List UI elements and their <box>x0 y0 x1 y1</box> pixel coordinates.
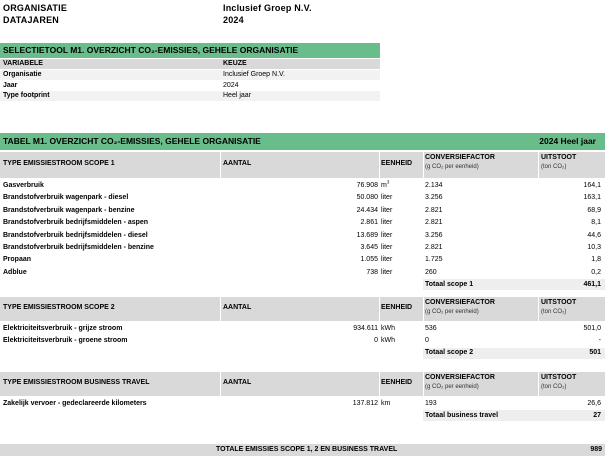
col-factor: CONVERSIEFACTOR <box>425 374 495 381</box>
row-emission: 44,6 <box>587 231 601 239</box>
travel-total-row <box>423 410 605 421</box>
row-unit <box>381 400 390 407</box>
col-factor-sub: (g CO₂ per eenheid) <box>425 164 479 170</box>
column-divider <box>423 372 424 396</box>
row-amount: 1.055 <box>360 256 378 264</box>
selectie-col-choice: KEUZE <box>223 60 247 67</box>
row-unit-text: liter <box>381 231 393 239</box>
row-amount: 76.908 <box>356 182 378 189</box>
row-unit <box>381 325 395 332</box>
row-factor: 2.821 <box>425 206 443 214</box>
grand-total-value: 989 <box>590 446 602 453</box>
travel-total-value: 27 <box>593 411 601 419</box>
row-amount: 2.861 <box>360 219 378 227</box>
row-unit <box>381 244 392 251</box>
travel-total-label: Totaal business travel <box>425 411 499 419</box>
scope2-total-value: 501 <box>589 349 601 357</box>
row-unit <box>381 194 392 201</box>
col-emission-sub: (ton CO₂) <box>541 309 567 315</box>
selectie-row-value: Inclusief Groep N.V. <box>223 71 285 78</box>
row-label: Brandstofverbruik bedrijfsmiddelen - diesel <box>3 231 148 239</box>
column-divider <box>423 297 424 321</box>
col-emission: UITSTOOT <box>541 154 577 161</box>
column-divider <box>220 297 221 321</box>
row-unit <box>381 232 392 239</box>
row-factor: 2.821 <box>425 219 443 227</box>
row-label: Propaan <box>3 256 32 264</box>
row-label: Brandstofverbruik wagenpark - diesel <box>3 194 129 202</box>
row-label: Elektriciteitsverbruik - groene stroom <box>3 337 128 345</box>
scope1-title: TYPE EMISSIESTROOM SCOPE 1 <box>3 160 115 167</box>
organisation-label: ORGANISATIE <box>3 3 68 13</box>
row-factor: 0 <box>425 337 429 345</box>
column-divider <box>538 297 539 321</box>
row-amount: 50.080 <box>356 194 378 202</box>
scope2-title: TYPE EMISSIESTROOM SCOPE 2 <box>3 304 115 311</box>
row-emission: 1,8 <box>591 256 601 264</box>
col-factor-sub: (g CO₂ per eenheid) <box>425 384 479 390</box>
row-label: Gasverbruik <box>3 182 44 189</box>
col-emission-sub: (ton CO₂) <box>541 164 567 170</box>
col-factor: CONVERSIEFACTOR <box>425 154 495 161</box>
scope2-total-row <box>423 348 605 359</box>
row-emission: 8,1 <box>591 219 601 227</box>
scope1-total-label: Totaal scope 1 <box>425 280 474 288</box>
row-emission: 26,6 <box>587 400 601 407</box>
column-divider <box>379 152 380 178</box>
selectie-row <box>0 91 380 101</box>
selectie-header-row <box>0 59 380 69</box>
row-amount: 738 <box>366 268 378 276</box>
col-emission-sub: (ton CO₂) <box>541 384 567 390</box>
column-divider <box>538 372 539 396</box>
row-label: Zakelijk vervoer - gedeclareerde kilometers <box>3 400 147 407</box>
col-factor-sub: (g CO₂ per eenheid) <box>425 309 479 315</box>
table-row <box>0 217 605 229</box>
table-row <box>0 180 605 192</box>
row-label: Adblue <box>3 268 27 276</box>
col-emission: UITSTOOT <box>541 299 577 306</box>
year-label: DATAJAREN <box>3 15 59 25</box>
row-label: Elektriciteitsverbruik - grijze stroom <box>3 325 123 332</box>
grand-total-label: TOTALE EMISSIES SCOPE 1, 2 EN BUSINESS TRAVEL <box>216 446 398 453</box>
selectie-row-label: Organisatie <box>3 71 42 78</box>
row-emission: 10,3 <box>587 244 601 251</box>
row-unit-text: m <box>381 182 387 189</box>
table-row <box>0 242 605 254</box>
row-unit-text: kWh <box>381 337 395 345</box>
col-emission: UITSTOOT <box>541 374 577 381</box>
table-row <box>0 335 605 347</box>
selectie-title-bar <box>0 43 380 58</box>
row-factor: 3.256 <box>425 194 443 202</box>
selectie-row <box>0 70 380 80</box>
row-unit-sup: 3 <box>386 179 390 185</box>
scope2-header-row <box>0 297 605 321</box>
row-emission: 0,2 <box>591 268 601 276</box>
row-unit <box>381 219 392 226</box>
row-label: Brandstofverbruik bedrijfsmiddelen - benzine <box>3 244 154 251</box>
selectie-title: SELECTIETOOL M1. OVERZICHT CO₂-EMISSIES, GEHELE ORGANISATIE <box>3 45 299 55</box>
grand-total-row <box>0 444 605 456</box>
row-amount: 0 <box>374 337 378 345</box>
col-amount: AANTAL <box>223 160 252 167</box>
tabel-title: TABEL M1. OVERZICHT CO₂-EMISSIES, GEHELE ORGANISATIE <box>3 136 261 146</box>
selectie-row-label: Type footprint <box>3 92 50 99</box>
tabel-title-bar <box>0 133 605 150</box>
column-divider <box>220 152 221 178</box>
year-value: 2024 <box>223 15 244 25</box>
row-emission: 163,1 <box>583 194 601 202</box>
col-amount: AANTAL <box>223 379 252 386</box>
scope2-total-label: Totaal scope 2 <box>425 349 474 357</box>
row-unit <box>381 269 392 276</box>
tabel-period: 2024 Heel jaar <box>539 136 596 146</box>
column-divider <box>220 372 221 396</box>
col-unit: EENHEID <box>381 379 413 386</box>
row-unit <box>381 256 392 263</box>
row-factor: 2.134 <box>425 182 443 189</box>
column-divider <box>379 372 380 396</box>
selectie-row-value: 2024 <box>223 81 239 89</box>
col-unit: EENHEID <box>381 304 413 311</box>
row-label: Brandstofverbruik bedrijfsmiddelen - aspen <box>3 219 149 227</box>
row-factor: 2.821 <box>425 244 443 251</box>
row-amount: 13.689 <box>356 231 378 239</box>
col-unit: EENHEID <box>381 160 413 167</box>
row-factor: 1.725 <box>425 256 443 264</box>
row-unit <box>381 179 390 189</box>
selectie-row-label: Jaar <box>3 81 18 89</box>
row-amount: 24.434 <box>356 206 378 214</box>
row-emission: 68,9 <box>587 206 601 214</box>
row-factor: 193 <box>425 400 437 407</box>
travel-title: TYPE EMISSIESTROOM BUSINESS TRAVEL <box>3 379 150 386</box>
row-emission: 501,0 <box>583 325 601 332</box>
table-row <box>0 205 605 217</box>
column-divider <box>379 297 380 321</box>
row-unit-text: liter <box>381 219 393 227</box>
row-unit-text: liter <box>381 244 393 251</box>
scope1-header-row <box>0 152 605 178</box>
table-row <box>0 267 605 279</box>
row-amount: 137.812 <box>352 400 378 407</box>
row-unit-text: liter <box>381 194 393 202</box>
col-factor: CONVERSIEFACTOR <box>425 299 495 306</box>
row-amount: 3.645 <box>360 244 378 251</box>
column-divider <box>423 152 424 178</box>
table-row <box>0 323 605 335</box>
selectie-row-value: Heel jaar <box>223 92 252 99</box>
row-emission: 164,1 <box>583 182 601 189</box>
scope1-total-value: 461,1 <box>583 280 601 288</box>
row-label: Brandstofverbruik wagenpark - benzine <box>3 206 135 214</box>
row-unit-text: liter <box>381 256 393 264</box>
scope1-total-row <box>423 279 605 290</box>
col-amount: AANTAL <box>223 304 252 311</box>
row-factor: 536 <box>425 325 437 332</box>
selectie-row <box>0 81 380 91</box>
organisation-value: Inclusief Groep N.V. <box>223 3 312 13</box>
row-unit <box>381 337 395 344</box>
row-unit-text: km <box>381 400 391 407</box>
row-emission: - <box>598 337 601 345</box>
row-unit-text: liter <box>381 268 393 276</box>
table-row <box>0 254 605 266</box>
table-row <box>0 398 605 410</box>
row-unit-text: kWh <box>381 325 395 332</box>
column-divider <box>538 152 539 178</box>
row-unit-text: liter <box>381 206 393 214</box>
table-row <box>0 192 605 204</box>
row-factor: 3.256 <box>425 231 443 239</box>
row-amount: 934.611 <box>353 325 378 332</box>
table-row <box>0 230 605 242</box>
travel-header-row <box>0 372 605 396</box>
selectie-col-variable: VARIABELE <box>3 60 43 67</box>
row-factor: 260 <box>425 268 437 276</box>
row-unit <box>381 207 392 214</box>
